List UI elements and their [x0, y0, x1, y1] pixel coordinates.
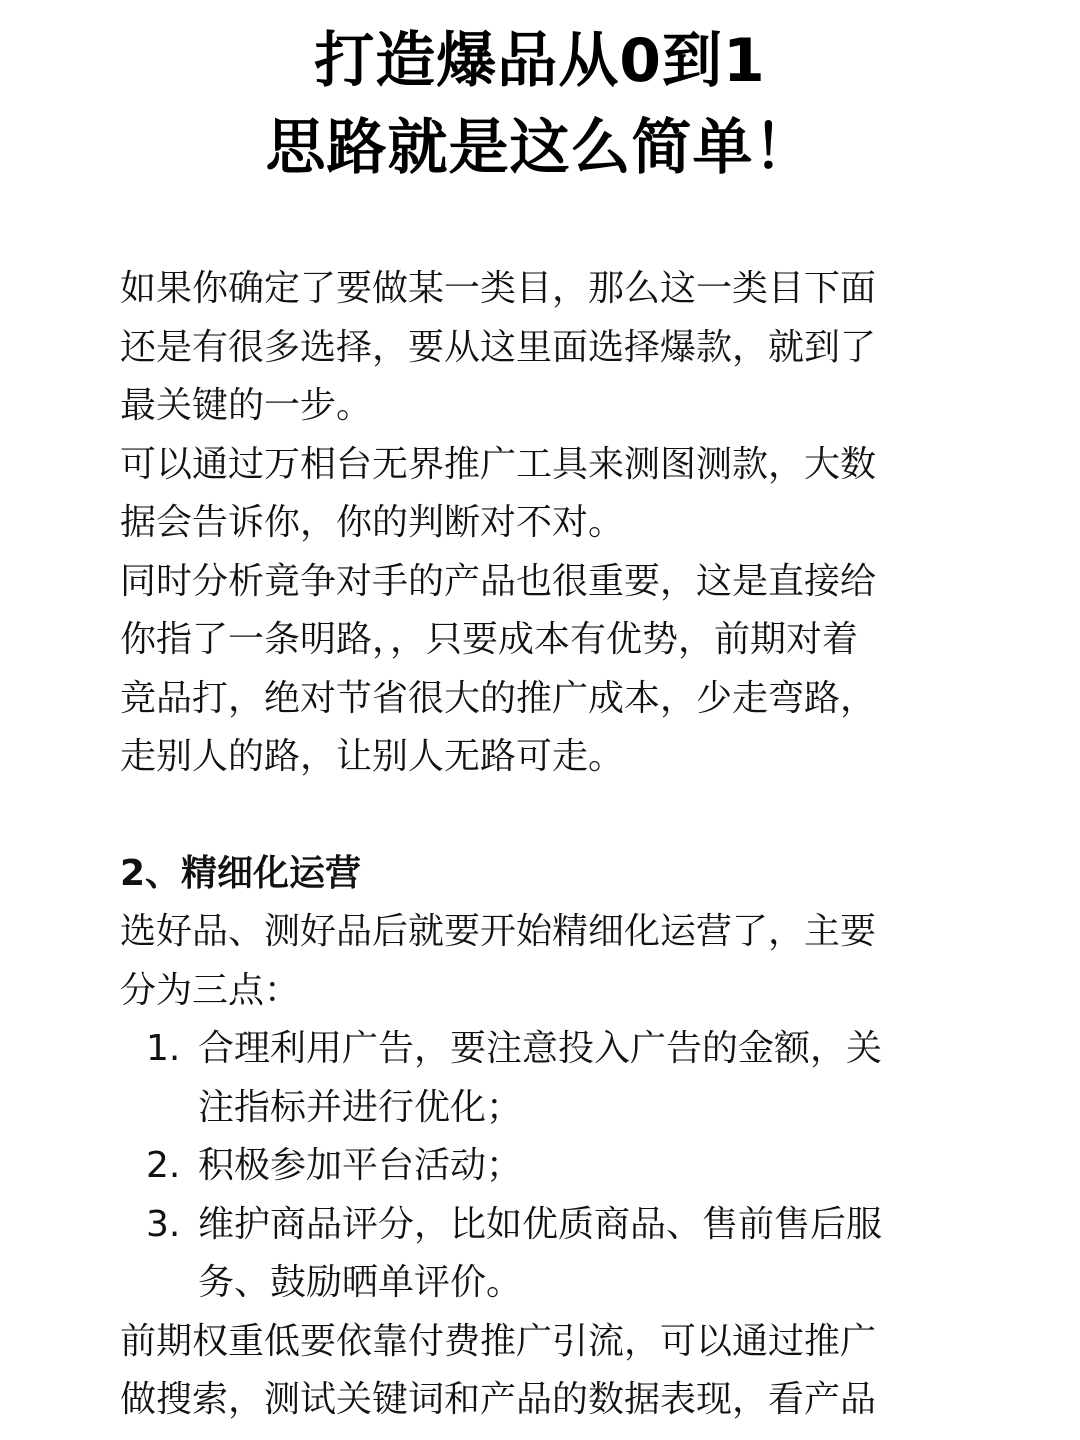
text-line: 合理利用广告，要注意投入广告的金额，关 [198, 1028, 883, 1069]
section-intro [120, 903, 950, 1020]
text-line: 分为三点： [120, 969, 301, 1011]
list-item [120, 1137, 950, 1196]
text-line: 选好品、测好品后就要开始精细化运营了，主要 [120, 911, 877, 952]
text-line: 维护商品评分，比如优质商品、售前售后服 [198, 1203, 883, 1245]
paragraph-paid-promotion [120, 1313, 950, 1430]
list-item [120, 1020, 950, 1137]
list-item-number: 2. [146, 1145, 181, 1186]
text-line: 做搜索，测试关键词和产品的数据表现，看产品 [120, 1379, 877, 1420]
text-line: 走别人的路，让别人无路可走。 [120, 736, 625, 777]
paragraph-testing-tool [120, 436, 950, 553]
text-line: 据会告诉你，你的判断对不对。 [120, 502, 625, 543]
paragraph-category-choice [120, 260, 950, 436]
text-line: 最关键的一步。 [120, 385, 373, 426]
paragraph-competitor-analysis [120, 553, 950, 787]
numbered-list [120, 1020, 950, 1313]
text-line: 前期权重低要依靠付费推广引流，可以通过推广 [120, 1320, 877, 1362]
page-title [0, 18, 1080, 192]
text-line: 注指标并进行优化； [198, 1086, 523, 1128]
list-item [120, 1196, 950, 1313]
text-line: 还是有很多选择，要从这里面选择爆款，就到了 [120, 326, 877, 368]
text-line: 务、鼓励晒单评价。 [198, 1262, 523, 1303]
list-item-number: 1. [146, 1028, 181, 1069]
text-line: 如果你确定了要做某一类目，那么这一类目下面 [120, 268, 877, 309]
title-line-1: 打造爆品从0到1 [314, 26, 766, 96]
text-line: 竞品打，绝对节省很大的推广成本，少走弯路， [120, 677, 877, 719]
text-line: 同时分析竟争对手的产品也很重要，这是直接给 [120, 560, 877, 602]
title-line-2: 思路就是这么简单！ [265, 113, 815, 183]
text-line: 积极参加平台活动； [198, 1145, 523, 1186]
section-heading: 2、精细化运营 [120, 852, 362, 894]
text-line: 可以通过万相台无界推广工具来测图测款，大数 [120, 443, 877, 485]
list-item-number: 3. [146, 1203, 181, 1245]
article-body [120, 260, 950, 1430]
text-line: 你指了一条明路，，只要成本有优势，前期对着 [120, 619, 859, 660]
